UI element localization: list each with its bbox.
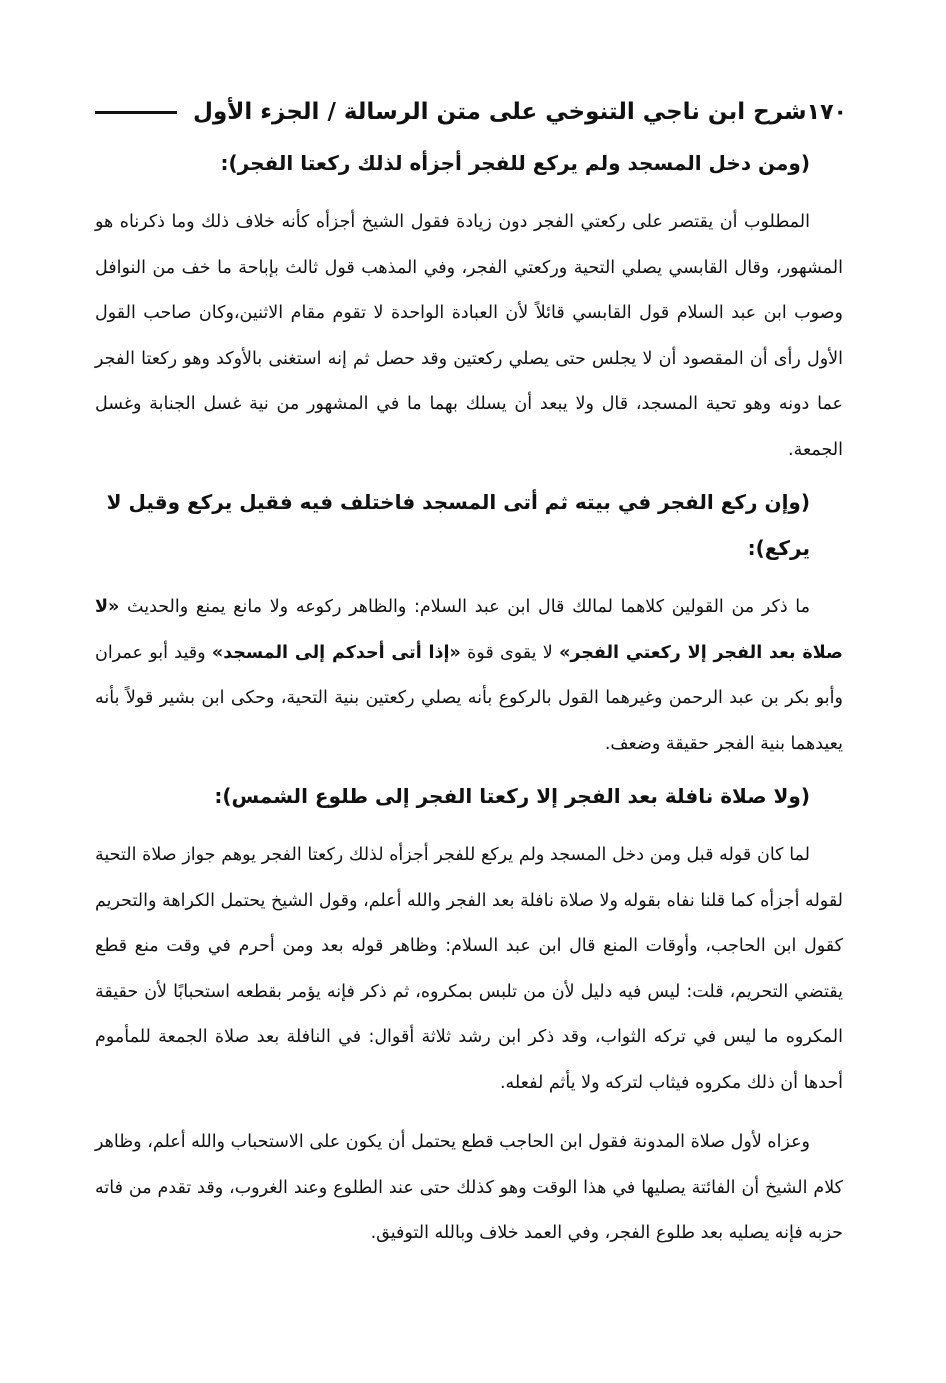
paragraph-2 xyxy=(95,585,843,767)
section-heading-3: (ولا صلاة نافلة بعد الفجر إلا ركعتا الفجر إلى طلوع الشمس): xyxy=(214,784,810,808)
section-heading-2: (وإن ركع الفجر في بيته ثم أتى المسجد فاختلف فيه فقيل يركع وقيل لا يركع): xyxy=(106,490,810,560)
running-header xyxy=(95,92,847,132)
page-number: ١٧٠ xyxy=(806,99,847,125)
paragraph-4: وعزاه لأول صلاة المدونة فقول ابن الحاجب قطع يحتمل أن يكون على الاستحباب والله أعلم، وظاهر كلام الشيخ أن الفائتة يصليها في هذا الوقت وهو كذلك حتى عند الطلوع وعند الغروب، وقد تقدم من فاته حزبه فإنه يصليه بعد طلوع الفجر، وفي العمد خلاف وبالله التوفيق. xyxy=(95,1132,843,1243)
hadith-quote-2: «إذا أتى أحدكم إلى المسجد» xyxy=(211,642,461,663)
header-title-group xyxy=(95,99,807,125)
paragraph-2-text-3: وقيد أبو عمران وأبو بكر بن عبد الرحمن وغيرهما القول بالركوع بأنه يصلي ركعتين بنية التحية، وحكى ابن بشير قولاً بأنه يعيدهما بنية الفجر حقيقة وضعف. xyxy=(95,642,843,754)
hadith-quote-1: «لا صلاة بعد الفجر إلا ركعتي الفجر» xyxy=(95,597,843,663)
paragraph-2-text-2: لا يقوى قوة xyxy=(460,642,560,663)
paragraph-1: المطلوب أن يقتصر على ركعتي الفجر دون زيادة فقول الشيخ أجزأه كأنه خلاف ذلك وما ذكرناه هو المشهور، وقال القابسي يصلي التحية وركعتي الفجر، وفي المذهب قول ثالث بإباحة ما خف من النوافل وصوب ابن عبد السلام قول القابسي قائلاً لأن العبادة الواحدة لا تقوم مقام الاثنين،وكان صاحب القول الأول رأى أن المقصود أن لا يجلس حتى يصلي ركعتين وقد حصل ثم إنه استغنى بالأوكد وهو ركعتا الفجر عما دونه وهو تحية المسجد، قال ولا يبعد أن يسلك بهما ما في المشهور من نية غسل الجنابة وغسل الجمعة. xyxy=(95,212,843,460)
page-body xyxy=(95,140,843,1340)
book-title: شرح ابن ناجي التنوخي على متن الرسالة / الجزء الأول xyxy=(193,99,807,125)
paragraph-2-text-1: ما ذكر من القولين كلاهما لمالك قال ابن عبد السلام: والظاهر ركوعه ولا مانع يمنع والحديث xyxy=(119,597,810,617)
paragraph-3: لما كان قوله قبل ومن دخل المسجد ولم يركع للفجر أجزأه لذلك ركعتا الفجر يوهم جواز صلاة التحية لقوله أجزأه كما قلنا نفاه بقوله ولا صلاة نافلة بعد الفجر والله أعلم، وقول الشيخ يحتمل الكراهة والتحريم كقول ابن الحاجب، وأوقات المنع قال ابن عبد السلام: وظاهر قوله بعد ومن أحرم في وقت منع قطع يقتضي التحريم، قلت: ليس فيه دليل لأن من تلبس بمكروه، ثم ذكر فإنه يؤمر بقطعه استحبابًا لأن حقيقة المكروه ما ليس في تركه الثواب، وقد ذكر ابن رشد ثلاثة أقوال: في النافلة بعد صلاة الجمعة للمأموم أحدها أن ذلك مكروه فيثاب لتركه ولا يأثم لفعله. xyxy=(95,845,843,1093)
section-heading-1: (ومن دخل المسجد ولم يركع للفجر أجزأه لذلك ركعتا الفجر): xyxy=(220,151,810,175)
header-rule xyxy=(95,111,177,114)
